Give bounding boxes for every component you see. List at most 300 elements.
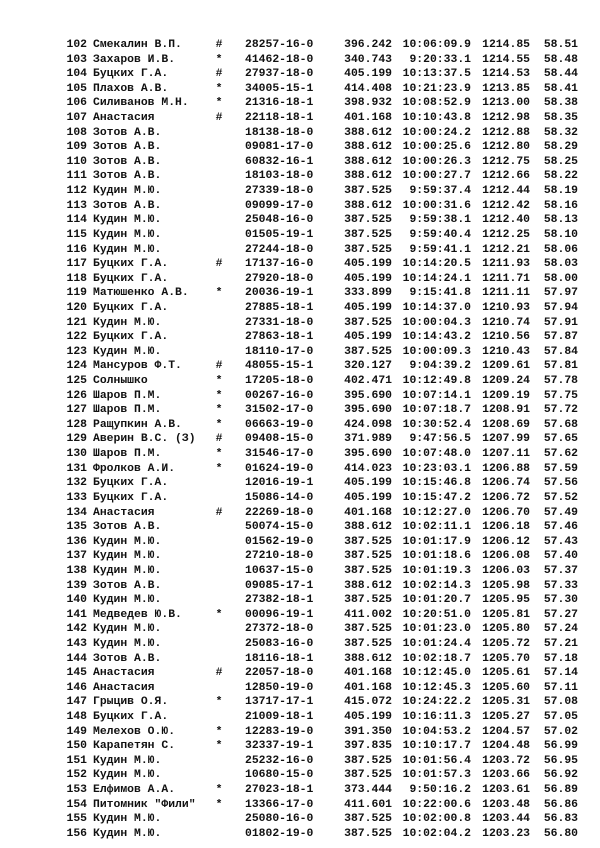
points: 57.33 <box>543 579 578 592</box>
ring-number: 12283-19-0 <box>245 725 314 738</box>
ring-number: 22269-18-0 <box>245 506 314 519</box>
ring-number: 28257-16-0 <box>245 39 314 51</box>
table-row <box>0 681 600 696</box>
distance: 395.690 <box>344 404 392 417</box>
speed: 1211.11 <box>482 287 530 300</box>
points: 56.95 <box>543 754 578 767</box>
table-row <box>0 739 600 754</box>
points: 57.56 <box>543 477 578 490</box>
table-row <box>0 53 600 68</box>
results-table <box>0 38 600 842</box>
table-row <box>0 140 600 155</box>
place-number: 120 <box>66 301 87 314</box>
place-number: 138 <box>66 564 87 577</box>
arrival-time: 10:10:17.7 <box>402 740 471 753</box>
distance: 387.525 <box>344 550 392 563</box>
speed: 1204.57 <box>482 725 530 738</box>
distance: 387.525 <box>344 623 392 636</box>
table-row <box>0 447 600 462</box>
place-number: 116 <box>66 243 87 256</box>
ring-number: 27885-18-1 <box>245 301 314 314</box>
points: 58.22 <box>543 170 578 183</box>
table-row <box>0 316 600 331</box>
ring-number: 09408-15-0 <box>245 433 314 446</box>
ring-number: 00267-16-0 <box>245 389 314 402</box>
speed: 1203.66 <box>482 769 530 782</box>
ring-number: 09099-17-0 <box>245 199 314 212</box>
arrival-time: 10:02:04.2 <box>402 827 471 840</box>
distance: 387.525 <box>344 813 392 826</box>
table-row <box>0 403 600 418</box>
points: 57.18 <box>543 652 578 665</box>
distance: 388.612 <box>344 170 392 183</box>
arrival-time: 10:01:19.3 <box>402 564 471 577</box>
place-number: 105 <box>66 82 87 95</box>
speed: 1205.27 <box>482 711 530 724</box>
place-number: 119 <box>66 287 87 300</box>
place-number: 129 <box>66 433 87 446</box>
table-row <box>0 476 600 491</box>
arrival-time: 10:02:11.1 <box>402 521 471 534</box>
speed: 1203.48 <box>482 798 530 811</box>
points: 57.08 <box>543 696 578 709</box>
ring-number: 27920-18-0 <box>245 272 314 285</box>
place-number: 122 <box>66 331 87 344</box>
fancier-name: Кудин М.Ю. <box>93 185 162 198</box>
points: 57.81 <box>543 360 578 373</box>
speed: 1205.81 <box>482 608 530 621</box>
distance: 373.444 <box>344 784 392 797</box>
arrival-time: 10:01:57.3 <box>402 769 471 782</box>
speed: 1207.99 <box>482 433 530 446</box>
arrival-time: 10:00:26.3 <box>402 155 471 168</box>
ring-number: 18116-18-1 <box>245 652 314 665</box>
place-number: 151 <box>66 754 87 767</box>
ring-number: 01802-19-0 <box>245 827 314 840</box>
place-number: 149 <box>66 725 87 738</box>
table-row <box>0 695 600 710</box>
fancier-name: Зотов А.В. <box>93 170 162 183</box>
fancier-name: Мелехов О.Ю. <box>93 725 176 738</box>
place-number: 142 <box>66 623 87 636</box>
arrival-time: 10:15:47.2 <box>402 491 471 504</box>
points: 56.83 <box>543 813 578 826</box>
speed: 1205.61 <box>482 667 530 680</box>
speed: 1214.55 <box>482 53 530 66</box>
points: 57.21 <box>543 637 578 650</box>
points: 57.87 <box>543 331 578 344</box>
points: 56.86 <box>543 798 578 811</box>
entry-mark: * <box>215 448 223 461</box>
speed: 1205.95 <box>482 594 530 607</box>
speed: 1212.75 <box>482 155 530 168</box>
arrival-time: 10:02:14.3 <box>402 579 471 592</box>
arrival-time: 10:07:14.1 <box>402 389 471 402</box>
points: 58.51 <box>543 39 578 51</box>
distance: 411.601 <box>344 798 392 811</box>
arrival-time: 10:01:24.4 <box>402 637 471 650</box>
speed: 1212.25 <box>482 228 530 241</box>
entry-mark: * <box>215 375 223 388</box>
place-number: 130 <box>66 448 87 461</box>
speed: 1206.88 <box>482 462 530 475</box>
distance: 402.471 <box>344 375 392 388</box>
arrival-time: 10:10:43.8 <box>402 112 471 125</box>
place-number: 110 <box>66 155 87 168</box>
distance: 405.199 <box>344 301 392 314</box>
place-number: 109 <box>66 141 87 154</box>
points: 57.46 <box>543 521 578 534</box>
distance: 424.098 <box>344 418 392 431</box>
points: 58.41 <box>543 82 578 95</box>
distance: 405.199 <box>344 477 392 490</box>
table-row <box>0 374 600 389</box>
arrival-time: 10:01:23.0 <box>402 623 471 636</box>
arrival-time: 10:04:53.2 <box>402 725 471 738</box>
speed: 1212.44 <box>482 185 530 198</box>
fancier-name: Буцких Г.А. <box>93 331 169 344</box>
speed: 1209.61 <box>482 360 530 373</box>
speed: 1212.66 <box>482 170 530 183</box>
entry-mark: * <box>215 608 223 621</box>
points: 56.80 <box>543 827 578 840</box>
fancier-name: Кудин М.Ю. <box>93 827 162 840</box>
table-row <box>0 622 600 637</box>
fancier-name: Анастасия <box>93 506 155 519</box>
fancier-name: Кудин М.Ю. <box>93 623 162 636</box>
distance: 405.199 <box>344 491 392 504</box>
arrival-time: 10:00:27.7 <box>402 170 471 183</box>
speed: 1206.12 <box>482 535 530 548</box>
distance: 401.168 <box>344 112 392 125</box>
table-row <box>0 301 600 316</box>
ring-number: 34005-15-1 <box>245 82 314 95</box>
table-row <box>0 593 600 608</box>
fancier-name: Зотов А.В. <box>93 652 162 665</box>
distance: 401.168 <box>344 506 392 519</box>
arrival-time: 10:14:37.0 <box>402 301 471 314</box>
points: 57.91 <box>543 316 578 329</box>
ring-number: 32337-19-1 <box>245 740 314 753</box>
speed: 1206.18 <box>482 521 530 534</box>
points: 57.14 <box>543 667 578 680</box>
points: 57.72 <box>543 404 578 417</box>
distance: 340.743 <box>344 53 392 66</box>
distance: 405.199 <box>344 258 392 271</box>
table-row <box>0 286 600 301</box>
points: 58.19 <box>543 185 578 198</box>
arrival-time: 10:14:24.1 <box>402 272 471 285</box>
distance: 396.242 <box>344 39 392 51</box>
fancier-name: Кудин М.Ю. <box>93 564 162 577</box>
arrival-time: 10:07:18.7 <box>402 404 471 417</box>
fancier-name: Зотов А.В. <box>93 199 162 212</box>
fancier-name: Мансуров Ф.Т. <box>93 360 182 373</box>
distance: 414.408 <box>344 82 392 95</box>
place-number: 107 <box>66 112 87 125</box>
place-number: 112 <box>66 185 87 198</box>
arrival-time: 10:23:03.1 <box>402 462 471 475</box>
table-row <box>0 579 600 594</box>
distance: 411.002 <box>344 608 392 621</box>
ring-number: 12016-19-1 <box>245 477 314 490</box>
points: 58.25 <box>543 155 578 168</box>
distance: 387.525 <box>344 345 392 358</box>
place-number: 147 <box>66 696 87 709</box>
arrival-time: 10:22:00.6 <box>402 798 471 811</box>
table-row <box>0 96 600 111</box>
points: 58.16 <box>543 199 578 212</box>
place-number: 154 <box>66 798 87 811</box>
ring-number: 25083-16-0 <box>245 637 314 650</box>
speed: 1203.61 <box>482 784 530 797</box>
points: 57.11 <box>543 681 578 694</box>
arrival-time: 10:01:17.9 <box>402 535 471 548</box>
arrival-time: 10:00:31.6 <box>402 199 471 212</box>
speed: 1212.42 <box>482 199 530 212</box>
entry-mark: # <box>215 68 223 81</box>
distance: 401.168 <box>344 667 392 680</box>
arrival-time: 10:00:09.3 <box>402 345 471 358</box>
fancier-name: Буцких Г.А. <box>93 258 169 271</box>
points: 58.10 <box>543 228 578 241</box>
place-number: 146 <box>66 681 87 694</box>
points: 58.13 <box>543 214 578 227</box>
place-number: 148 <box>66 711 87 724</box>
distance: 414.023 <box>344 462 392 475</box>
table-row <box>0 67 600 82</box>
place-number: 114 <box>66 214 87 227</box>
table-row <box>0 666 600 681</box>
place-number: 140 <box>66 594 87 607</box>
distance: 395.690 <box>344 448 392 461</box>
table-row <box>0 535 600 550</box>
speed: 1204.48 <box>482 740 530 753</box>
points: 56.99 <box>543 740 578 753</box>
fancier-name: Кудин М.Ю. <box>93 550 162 563</box>
distance: 388.612 <box>344 141 392 154</box>
table-row <box>0 243 600 258</box>
arrival-time: 9:50:16.2 <box>409 784 471 797</box>
table-row <box>0 228 600 243</box>
ring-number: 25232-16-0 <box>245 754 314 767</box>
fancier-name: Буцких Г.А. <box>93 301 169 314</box>
fancier-name: Смекалин В.П. <box>93 39 182 51</box>
ring-number: 01624-19-0 <box>245 462 314 475</box>
place-number: 104 <box>66 68 87 81</box>
points: 58.00 <box>543 272 578 285</box>
table-row <box>0 520 600 535</box>
fancier-name: Захаров И.В. <box>93 53 176 66</box>
ring-number: 15086-14-0 <box>245 491 314 504</box>
points: 58.06 <box>543 243 578 256</box>
fancier-name: Буцких Г.А. <box>93 68 169 81</box>
fancier-name: Кудин М.Ю. <box>93 243 162 256</box>
distance: 405.199 <box>344 68 392 81</box>
fancier-name: Кудин М.Ю. <box>93 813 162 826</box>
table-row <box>0 257 600 272</box>
speed: 1206.72 <box>482 491 530 504</box>
points: 58.29 <box>543 141 578 154</box>
fancier-name: Кудин М.Ю. <box>93 769 162 782</box>
ring-number: 13717-17-1 <box>245 696 314 709</box>
fancier-name: Грыцив О.Я. <box>93 696 169 709</box>
distance: 388.612 <box>344 652 392 665</box>
distance: 388.612 <box>344 126 392 139</box>
points: 57.59 <box>543 462 578 475</box>
distance: 387.525 <box>344 214 392 227</box>
table-row <box>0 608 600 623</box>
ring-number: 27210-18-0 <box>245 550 314 563</box>
distance: 387.525 <box>344 185 392 198</box>
ring-number: 21009-18-1 <box>245 711 314 724</box>
ring-number: 27023-18-1 <box>245 784 314 797</box>
place-number: 121 <box>66 316 87 329</box>
speed: 1203.72 <box>482 754 530 767</box>
speed: 1208.91 <box>482 404 530 417</box>
table-row <box>0 199 600 214</box>
fancier-name: Шаров П.М. <box>93 448 162 461</box>
ring-number: 25048-16-0 <box>245 214 314 227</box>
ring-number: 31546-17-0 <box>245 448 314 461</box>
ring-number: 09085-17-1 <box>245 579 314 592</box>
fancier-name: Плахов А.В. <box>93 82 169 95</box>
speed: 1206.74 <box>482 477 530 490</box>
place-number: 145 <box>66 667 87 680</box>
table-row <box>0 432 600 447</box>
fancier-name: Анастасия <box>93 681 155 694</box>
fancier-name: Кудин М.Ю. <box>93 228 162 241</box>
arrival-time: 10:13:37.5 <box>402 68 471 81</box>
speed: 1209.24 <box>482 375 530 388</box>
distance: 388.612 <box>344 199 392 212</box>
distance: 398.932 <box>344 97 392 110</box>
place-number: 144 <box>66 652 87 665</box>
arrival-time: 9:59:38.1 <box>409 214 471 227</box>
table-row <box>0 462 600 477</box>
arrival-time: 10:01:20.7 <box>402 594 471 607</box>
points: 57.24 <box>543 623 578 636</box>
place-number: 133 <box>66 491 87 504</box>
place-number: 137 <box>66 550 87 563</box>
table-row <box>0 38 600 53</box>
table-row <box>0 169 600 184</box>
place-number: 113 <box>66 199 87 212</box>
points: 57.84 <box>543 345 578 358</box>
distance: 388.612 <box>344 579 392 592</box>
fancier-name: Питомник "Фили" <box>93 798 196 811</box>
ring-number: 27382-18-1 <box>245 594 314 607</box>
place-number: 123 <box>66 345 87 358</box>
fancier-name: Буцких Г.А. <box>93 491 169 504</box>
arrival-time: 9:20:33.1 <box>409 53 471 66</box>
points: 57.40 <box>543 550 578 563</box>
entry-mark: # <box>215 39 223 51</box>
speed: 1206.70 <box>482 506 530 519</box>
table-row <box>0 827 600 842</box>
points: 58.48 <box>543 53 578 66</box>
speed: 1214.85 <box>482 39 530 51</box>
fancier-name: Анастасия <box>93 667 155 680</box>
points: 58.03 <box>543 258 578 271</box>
table-row <box>0 111 600 126</box>
entry-mark: # <box>215 506 223 519</box>
fancier-name: Кудин М.Ю. <box>93 535 162 548</box>
speed: 1205.72 <box>482 637 530 650</box>
arrival-time: 10:15:46.8 <box>402 477 471 490</box>
place-number: 111 <box>66 170 87 183</box>
ring-number: 17205-18-0 <box>245 375 314 388</box>
entry-mark: * <box>215 82 223 95</box>
ring-number: 18103-18-0 <box>245 170 314 183</box>
table-row <box>0 783 600 798</box>
distance: 405.199 <box>344 272 392 285</box>
table-row <box>0 272 600 287</box>
distance: 387.525 <box>344 754 392 767</box>
distance: 387.525 <box>344 535 392 548</box>
arrival-time: 9:59:37.4 <box>409 185 471 198</box>
points: 57.65 <box>543 433 578 446</box>
arrival-time: 9:15:41.8 <box>409 287 471 300</box>
speed: 1205.80 <box>482 623 530 636</box>
points: 57.68 <box>543 418 578 431</box>
place-number: 108 <box>66 126 87 139</box>
speed: 1214.53 <box>482 68 530 81</box>
distance: 387.525 <box>344 243 392 256</box>
points: 57.97 <box>543 287 578 300</box>
table-row <box>0 564 600 579</box>
ring-number: 20036-19-1 <box>245 287 314 300</box>
arrival-time: 10:12:45.0 <box>402 667 471 680</box>
points: 57.78 <box>543 375 578 388</box>
points: 57.02 <box>543 725 578 738</box>
speed: 1205.98 <box>482 579 530 592</box>
distance: 333.899 <box>344 287 392 300</box>
ring-number: 60832-16-1 <box>245 155 314 168</box>
place-number: 128 <box>66 418 87 431</box>
place-number: 135 <box>66 521 87 534</box>
speed: 1203.23 <box>482 827 530 840</box>
speed: 1206.08 <box>482 550 530 563</box>
table-row <box>0 652 600 667</box>
fancier-name: Кудин М.Ю. <box>93 345 162 358</box>
entry-mark: * <box>215 53 223 66</box>
speed: 1205.60 <box>482 681 530 694</box>
arrival-time: 10:00:04.3 <box>402 316 471 329</box>
place-number: 131 <box>66 462 87 475</box>
place-number: 124 <box>66 360 87 373</box>
distance: 387.525 <box>344 827 392 840</box>
arrival-time: 10:20:51.0 <box>402 608 471 621</box>
arrival-time: 9:59:41.1 <box>409 243 471 256</box>
entry-mark: # <box>215 360 223 373</box>
fancier-name: Кудин М.Ю. <box>93 637 162 650</box>
ring-number: 21316-18-1 <box>245 97 314 110</box>
fancier-name: Зотов А.В. <box>93 141 162 154</box>
ring-number: 41462-18-0 <box>245 53 314 66</box>
entry-mark: * <box>215 389 223 402</box>
entry-mark: * <box>215 462 223 475</box>
fancier-name: Медведев Ю.В. <box>93 608 182 621</box>
table-row <box>0 213 600 228</box>
arrival-time: 10:30:52.4 <box>402 418 471 431</box>
distance: 388.612 <box>344 521 392 534</box>
place-number: 136 <box>66 535 87 548</box>
table-row <box>0 330 600 345</box>
table-row <box>0 345 600 360</box>
distance: 387.525 <box>344 564 392 577</box>
fancier-name: Зотов А.В. <box>93 126 162 139</box>
